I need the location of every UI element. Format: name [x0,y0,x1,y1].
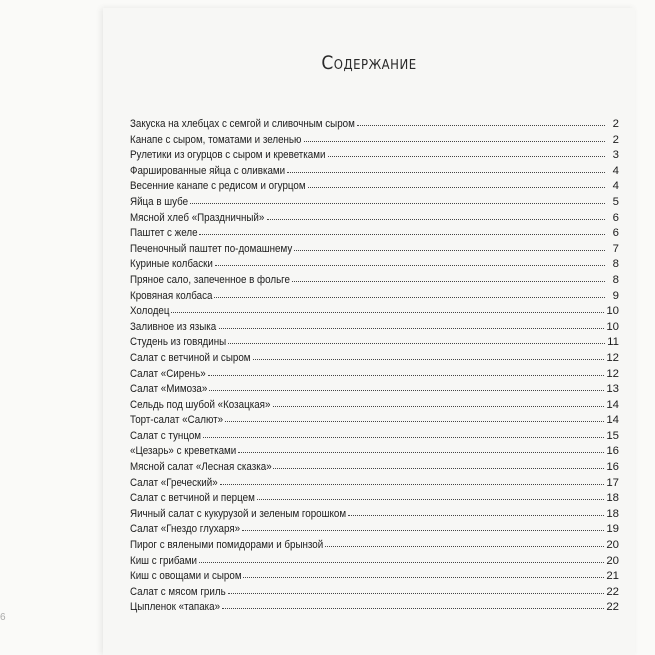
table-of-contents [130,118,619,617]
toc-entry-page: 14 [606,398,619,411]
toc-dot-leader [304,141,605,142]
toc-entry-title: Киш с овощами и сыром [130,570,242,583]
toc-entry-page: 4 [612,180,619,193]
toc-dot-leader [357,125,605,126]
toc-dot-leader [273,406,605,407]
toc-dot-leader [222,608,605,609]
toc-entry [130,212,619,228]
toc-dot-leader [242,530,604,531]
toc-entry-title: Мясной хлеб «Праздничный» [130,211,265,224]
toc-entry-title: Заливное из языка [130,320,217,333]
toc-dot-leader [228,343,605,344]
toc-entry-page: 10 [606,320,619,333]
toc-entry [130,243,619,259]
toc-entry-page: 20 [606,539,619,552]
toc-entry-page: 3 [612,149,619,162]
toc-dot-leader [273,468,604,469]
toc-dot-leader [220,484,605,485]
toc-entry-title: Салат «Мимоза» [130,383,208,396]
toc-entry-title: Пряное сало, запеченное в фольге [130,273,290,286]
toc-dot-leader [325,546,604,547]
toc-entry [130,352,619,368]
toc-dot-leader [171,312,604,313]
toc-entry-title: Закуска на хлебцах с семгой и сливочным сыром [130,118,355,130]
toc-entry [130,399,619,415]
toc-dot-leader [308,187,605,188]
toc-entry [130,492,619,508]
toc-dot-leader [228,593,604,594]
toc-entry [130,383,619,399]
toc-entry-page: 6 [612,211,619,224]
toc-entry [130,336,619,352]
toc-entry-page: 16 [606,445,619,458]
toc-entry-title: Рулетики из огурцов с сыром и креветками [130,149,326,162]
toc-entry [130,555,619,571]
toc-entry-page: 8 [612,273,619,286]
toc-entry [130,601,619,617]
toc-entry-title: Весенние канапе с редисом и огурцом [130,180,306,193]
toc-entry [130,430,619,446]
toc-dot-leader [190,203,605,204]
toc-entry [130,321,619,337]
toc-entry-title: Салат с ветчиной и сыром [130,351,251,364]
toc-entry-page: 17 [606,476,619,489]
toc-entry-page: 18 [606,507,619,520]
toc-entry-page: 7 [612,242,619,255]
toc-entry-title: Салат «Сирень» [130,367,206,380]
toc-entry-title: Студень из говядины [130,336,227,349]
toc-entry-page: 11 [607,336,619,349]
toc-entry [130,227,619,243]
toc-entry [130,149,619,165]
toc-entry-title: Пирог с вялеными помидорами и брынзой [130,539,324,552]
toc-entry [130,570,619,586]
toc-entry [130,118,619,134]
toc-entry-page: 12 [606,367,619,380]
toc-entry-page: 12 [606,351,619,364]
toc-dot-leader [215,265,605,266]
toc-entry [130,165,619,181]
toc-dot-leader [225,421,604,422]
toc-dot-leader [348,515,604,516]
toc-entry-title: Яйца в шубе [130,195,189,208]
toc-dot-leader [199,234,605,235]
toc-entry-title: Куриные колбаски [130,258,213,271]
toc-entry-page: 16 [606,461,619,474]
toc-entry-page: 2 [612,133,619,146]
toc-entry-title: Салат с ветчиной и перцем [130,492,255,505]
toc-entry-page: 6 [612,227,619,240]
toc-entry-page: 18 [606,492,619,505]
book-page [103,8,635,655]
toc-dot-leader [292,281,605,282]
toc-entry [130,586,619,602]
toc-entry-title: Сельдь под шубой «Козацкая» [130,398,271,411]
toc-entry [130,274,619,290]
toc-entry [130,414,619,430]
toc-dot-leader [243,577,604,578]
toc-entry-title: Салат «Гнездо глухаря» [130,523,241,536]
toc-entry [130,508,619,524]
toc-entry [130,134,619,150]
toc-entry-page: 8 [612,258,619,271]
toc-entry-page: 22 [606,585,619,598]
toc-entry [130,258,619,274]
toc-entry [130,445,619,461]
toc-entry-title: Паштет с желе [130,227,198,240]
toc-entry-title: Цыпленок «тапака» [130,601,221,614]
toc-dot-leader [287,172,605,173]
toc-entry-page: 13 [606,383,619,396]
toc-entry [130,477,619,493]
toc-entry-page: 21 [606,570,619,583]
toc-entry-page: 20 [606,554,619,567]
page-title: Содержание [321,52,417,74]
toc-entry-title: Кровяная колбаса [130,289,213,302]
toc-entry [130,290,619,306]
toc-entry [130,180,619,196]
toc-entry-page: 14 [606,414,619,427]
toc-dot-leader [238,452,605,453]
toc-entry [130,523,619,539]
toc-entry-title: Мясной салат «Лесная сказка» [130,461,272,474]
toc-entry-title: Салат с тунцом [130,429,202,442]
toc-dot-leader [294,250,605,251]
toc-entry-title: Салат «Греческий» [130,476,218,489]
toc-dot-leader [253,359,605,360]
toc-dot-leader [199,562,605,563]
toc-entry-title: Канапе с сыром, томатами и зеленью [130,133,302,146]
toc-entry-title: Торт-салат «Салют» [130,414,224,427]
toc-dot-leader [209,390,604,391]
toc-entry-title: Салат с мясом гриль [130,585,226,598]
page-folio: 6 [0,612,6,623]
toc-entry-title: Холодец [130,305,170,318]
toc-entry [130,539,619,555]
toc-entry-title: Фаршированные яйца с оливками [130,164,286,177]
toc-entry [130,196,619,212]
toc-dot-leader [257,499,604,500]
toc-entry-page: 19 [606,523,619,536]
toc-entry [130,305,619,321]
toc-entry [130,461,619,477]
toc-entry-page: 4 [612,164,619,177]
toc-entry-page: 2 [612,118,619,130]
toc-entry-page: 9 [612,289,619,302]
toc-entry-page: 22 [606,601,619,614]
toc-entry-page: 10 [606,305,619,318]
toc-entry-page: 15 [606,429,619,442]
toc-dot-leader [219,328,605,329]
toc-entry-title: Киш с грибами [130,554,197,567]
toc-entry-title: «Цезарь» с креветками [130,445,237,458]
toc-dot-leader [208,375,605,376]
toc-entry-page: 5 [612,195,619,208]
toc-dot-leader [203,437,605,438]
toc-dot-leader [328,156,605,157]
toc-entry [130,368,619,384]
toc-entry-title: Яичный салат с кукурузой и зеленым горошком [130,507,347,520]
toc-dot-leader [267,219,605,220]
toc-dot-leader [214,297,605,298]
toc-entry-title: Печеночный паштет по-домашнему [130,242,293,255]
